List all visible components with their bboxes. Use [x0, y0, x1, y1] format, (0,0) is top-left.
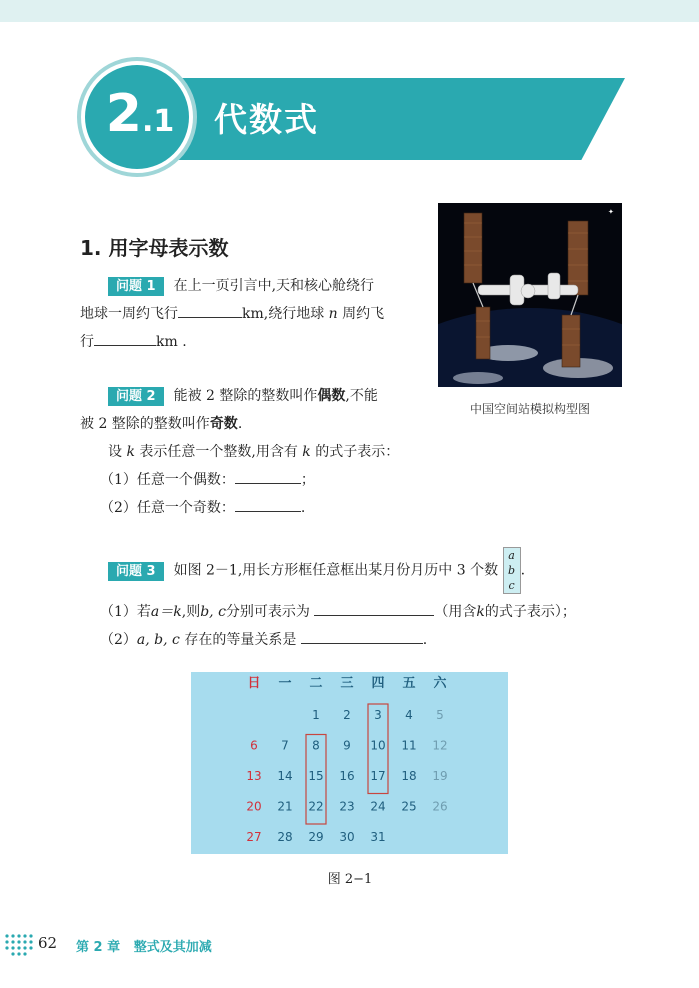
calendar-day: 6 — [250, 738, 258, 753]
equation-a-eq-k: a＝k — [150, 604, 182, 620]
variable-k: k — [126, 444, 135, 460]
problem-2-item-2: （2）任意一个奇数： — [100, 500, 235, 516]
term-odd: 奇数 — [209, 416, 238, 432]
chapter-label — [76, 936, 212, 955]
problem-2-text: ,不能 — [345, 388, 378, 404]
calendar-day: 29 — [308, 830, 324, 844]
calendar-header-5: 五 — [402, 676, 416, 691]
calendar-day: 30 — [339, 830, 355, 844]
chapter-number: 第 2 章 — [76, 940, 121, 955]
section-banner — [140, 78, 625, 160]
calendar-day: 3 — [374, 708, 382, 722]
problem-3-text: （1）若 — [100, 604, 151, 620]
calendar-day: 2 — [343, 708, 351, 722]
problem-2-tag: 问题 2 — [108, 387, 164, 406]
problem-2-text: 表示任意一个整数,用含有 — [139, 444, 298, 460]
problem-2-text: 能被 2 整除的整数叫作 — [173, 388, 318, 404]
calendar-header-2: 二 — [309, 676, 323, 691]
punctuation: . — [300, 500, 306, 516]
calendar-day: 31 — [370, 830, 386, 844]
problem-3-q1 — [100, 598, 660, 626]
problem-2-text: . — [237, 416, 243, 432]
calendar-header-4: 四 — [371, 676, 385, 691]
answer-blank[interactable] — [178, 303, 242, 318]
calendar-day: 14 — [277, 769, 293, 783]
problem-1-tag: 问题 1 — [108, 277, 164, 296]
problem-2-text: 设 — [108, 444, 122, 460]
problem-1 — [80, 272, 425, 356]
problem-3-text: （2） — [100, 632, 137, 648]
space-station-image — [438, 203, 622, 387]
problem-1-text: 行 — [80, 334, 94, 350]
problem-2 — [80, 382, 440, 522]
calendar-day: 24 — [370, 799, 386, 814]
problem-3-text: ,则 — [181, 604, 201, 620]
calendar-day: 19 — [432, 769, 448, 783]
abc-box — [503, 547, 521, 594]
box-a: a — [508, 549, 515, 562]
problem-2-text: 的式子表示： — [315, 444, 400, 460]
box-c: c — [508, 579, 515, 592]
calendar-day: 5 — [436, 708, 444, 722]
page-marker-dots-icon — [4, 932, 34, 956]
calendar-day: 12 — [432, 738, 448, 753]
calendar-day: 10 — [370, 738, 386, 753]
problem-3-text: （用含 — [434, 604, 477, 620]
svg-text:✦: ✦ — [608, 208, 614, 216]
section-title: 代数式 — [214, 100, 319, 139]
calendar-day: 26 — [432, 799, 448, 814]
variables-b-c: b, c — [200, 604, 226, 620]
problem-1-text: km,绕行地球 — [242, 306, 325, 322]
calendar-day: 4 — [405, 708, 413, 722]
page-number: 62 — [38, 934, 58, 952]
problem-3 — [80, 547, 660, 594]
calendar-day: 22 — [308, 799, 324, 814]
calendar-day: 9 — [343, 738, 351, 753]
figure-caption: 图 2−1 — [327, 872, 373, 887]
problem-3-q2 — [100, 626, 660, 654]
problem-1-text: 在上一页引言中,天和核心舱绕行 — [173, 278, 375, 294]
problem-1-text: km . — [156, 334, 187, 350]
chapter-title: 整式及其加减 — [133, 940, 212, 955]
answer-blank[interactable] — [235, 497, 301, 512]
variable-k: k — [476, 604, 485, 620]
punctuation: . — [422, 632, 428, 648]
calendar-day: 1 — [312, 708, 320, 722]
top-band — [0, 0, 699, 22]
problem-2-text: 被 2 整除的整数叫作 — [80, 416, 210, 432]
answer-blank[interactable] — [94, 331, 156, 346]
calendar-header-0: 日 — [247, 676, 261, 691]
calendar-day: 7 — [281, 738, 289, 753]
section-number: 2.1 — [105, 84, 175, 144]
term-even: 偶数 — [317, 388, 346, 404]
calendar-day: 20 — [246, 799, 262, 814]
problem-3-text: 存在的等量关系是 — [184, 632, 297, 648]
image-caption: 中国空间站模拟构型图 — [469, 402, 590, 416]
problem-3-text: 的式子表示）； — [484, 604, 576, 620]
calendar-header-1: 一 — [278, 676, 292, 691]
calendar-day: 21 — [277, 799, 293, 814]
answer-blank[interactable] — [314, 601, 434, 616]
calendar-figure — [191, 672, 508, 854]
calendar-day: 17 — [370, 769, 386, 783]
problem-3-tag: 问题 3 — [108, 562, 164, 581]
problem-2-item-1: （1）任意一个偶数： — [100, 472, 235, 488]
problem-3-text: 如图 2－1,用长方形框任意框出某月份月历中 3 个数 — [173, 562, 499, 579]
calendar-day: 8 — [312, 738, 320, 753]
variables-a-b-c: a, b, c — [136, 632, 180, 648]
problem-1-text: 周约飞 — [342, 306, 385, 322]
punctuation: . — [520, 562, 526, 579]
calendar-header-6: 六 — [433, 676, 447, 691]
calendar-day: 18 — [401, 769, 417, 783]
calendar-day: 25 — [401, 799, 417, 814]
calendar-header-3: 三 — [340, 676, 354, 691]
box-b: b — [508, 564, 516, 577]
answer-blank[interactable] — [301, 629, 423, 644]
variable-n: n — [328, 306, 338, 322]
calendar-day: 11 — [401, 738, 417, 753]
punctuation: ； — [300, 472, 315, 488]
answer-blank[interactable] — [235, 469, 301, 484]
variable-k: k — [302, 444, 311, 460]
calendar-day: 13 — [246, 769, 262, 783]
calendar-day: 15 — [308, 769, 324, 783]
calendar-day: 27 — [246, 830, 262, 844]
subsection-heading: 1. 用字母表示数 — [80, 236, 229, 260]
calendar-day: 28 — [277, 830, 293, 844]
problem-3-text: 分别可表示为 — [225, 604, 310, 620]
calendar-day: 16 — [339, 769, 355, 783]
calendar-day: 23 — [339, 799, 355, 814]
problem-1-text: 地球一周约飞行 — [80, 306, 178, 322]
